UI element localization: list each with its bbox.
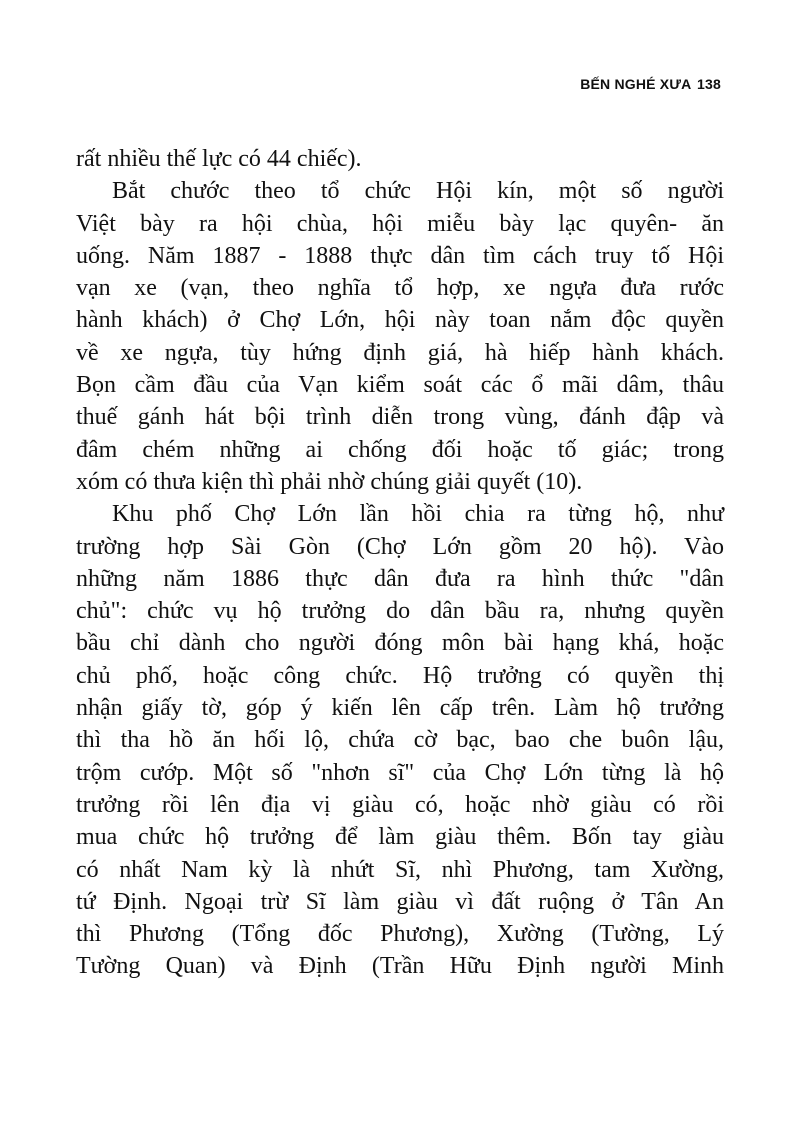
text-line: trưởng rồi lên địa vị giàu có, hoặc nhờ giàu có rồi xyxy=(76,791,724,818)
text-line: mua chức hộ trưởng để làm giàu thêm. Bốn tay giàu xyxy=(76,824,724,851)
text-line: có nhất Nam kỳ là nhứt Sĩ, nhì Phương, tam Xường, xyxy=(76,856,724,883)
text-line: đâm chém những ai chống đối hoặc tố giác; trong xyxy=(76,436,724,463)
text-line: hành khách) ở Chợ Lớn, hội này toan nắm độc quyền xyxy=(76,307,724,334)
text-line: Bọn cầm đầu của Vạn kiểm soát các ổ mãi dâm, thâu xyxy=(76,372,724,399)
text-line: thì tha hồ ăn hối lộ, chứa cờ bạc, bao che buôn lậu, xyxy=(76,727,724,754)
text-line: chủ": chức vụ hộ trưởng do dân bầu ra, nhưng quyền xyxy=(76,598,724,625)
text-line: thì Phương (Tổng đốc Phương), Xường (Tường, Lý xyxy=(76,921,724,948)
text-line: uống. Năm 1887 - 1888 thực dân tìm cách truy tố Hội xyxy=(76,242,724,269)
text-line: bầu chỉ dành cho người đóng môn bài hạng khá, hoặc xyxy=(76,630,724,657)
running-title: BẾN NGHÉ XƯA xyxy=(580,76,691,92)
text-line: rất nhiều thế lực có 44 chiếc). xyxy=(76,146,362,172)
running-header xyxy=(580,76,721,92)
text-line: trộm cướp. Một số "nhơn sĩ" của Chợ Lớn từng là hộ xyxy=(76,759,724,786)
text-line: về xe ngựa, tùy hứng định giá, hà hiếp hành khách. xyxy=(76,339,724,366)
text-line: trường hợp Sài Gòn (Chợ Lớn gồm 20 hộ). Vào xyxy=(76,533,724,560)
text-line: Việt bày ra hội chùa, hội miễu bày lạc quyên- ăn xyxy=(76,210,724,237)
text-line: nhận giấy tờ, góp ý kiến lên cấp trên. Làm hộ trưởng xyxy=(76,695,724,722)
text-line: Bắt chước theo tổ chức Hội kín, một số người xyxy=(112,178,724,205)
text-line: Khu phố Chợ Lớn lần hồi chia ra từng hộ, như xyxy=(112,501,724,528)
text-line: vạn xe (vạn, theo nghĩa tổ hợp, xe ngựa đưa rước xyxy=(76,275,724,302)
text-line: xóm có thưa kiện thì phải nhờ chúng giải quyết (10). xyxy=(76,468,583,495)
text-line: tứ Định. Ngoại trừ Sĩ làm giàu vì đất ruộng ở Tân An xyxy=(76,888,724,915)
body-text xyxy=(76,143,724,983)
text-line: chủ phố, hoặc công chức. Hộ trưởng có quyền thị xyxy=(76,662,724,689)
text-line: những năm 1886 thực dân đưa ra hình thức "dân xyxy=(76,565,724,592)
text-line: Tường Quan) và Định (Trần Hữu Định người Minh xyxy=(76,953,724,980)
page-number: 138 xyxy=(697,76,721,92)
text-line: thuế gánh hát bội trình diễn trong vùng, đánh đập và xyxy=(76,404,724,431)
